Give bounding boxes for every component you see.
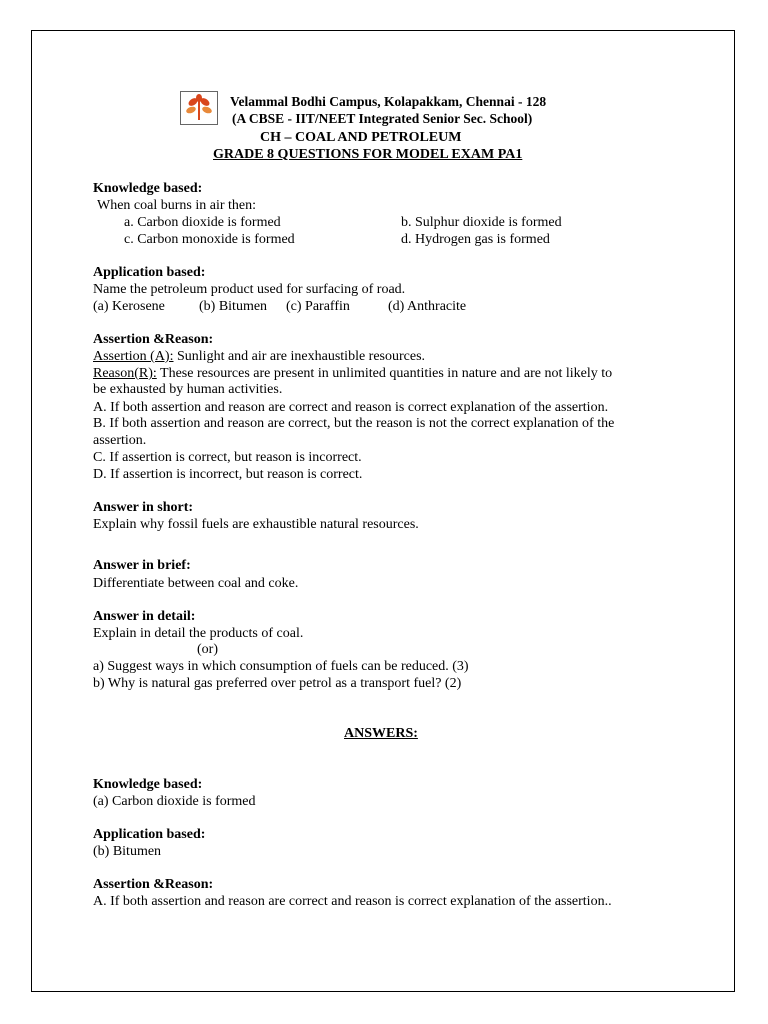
assertion-option-a: A. If both assertion and reason are correct and reason is correct explanation of the assertion. [93, 400, 609, 415]
application-option-b: (b) Bitumen [199, 299, 268, 314]
assertion-option-b: B. If both assertion and reason are correct, but the reason is not the correct explanation of the [93, 416, 615, 431]
answer-knowledge-text: (a) Carbon dioxide is formed [93, 794, 256, 809]
knowledge-option-b: b. Sulphur dioxide is formed [401, 215, 562, 230]
brief-question: Differentiate between coal and coke. [93, 576, 299, 591]
assertion-option-b-continued: assertion. [93, 433, 147, 448]
exam-title: GRADE 8 QUESTIONS FOR MODEL EXAM PA1 [213, 147, 523, 162]
knowledge-option-c: c. Carbon monoxide is formed [124, 232, 295, 247]
application-heading: Application based: [93, 265, 206, 280]
assertion-heading: Assertion &Reason: [93, 332, 214, 347]
assertion-option-c: C. If assertion is correct, but reason is incorrect. [93, 450, 362, 465]
assertion-option-d: D. If assertion is incorrect, but reason is correct. [93, 467, 363, 482]
assertion-line [93, 348, 425, 365]
assertion-label: Assertion (A): [93, 349, 174, 364]
reason-text: These resources are present in unlimited quantities in nature and are not likely to [156, 366, 613, 381]
short-question: Explain why fossil fuels are exhaustible natural resources. [93, 517, 419, 532]
knowledge-option-d: d. Hydrogen gas is formed [401, 232, 550, 247]
knowledge-question: When coal burns in air then: [97, 198, 257, 213]
school-affiliation: (A CBSE - IIT/NEET Integrated Senior Sec. School) [232, 111, 533, 126]
application-option-c: (c) Paraffin [286, 299, 350, 314]
reason-line [93, 365, 612, 382]
school-logo [180, 91, 218, 125]
detail-or: (or) [197, 642, 218, 657]
answers-title: ANSWERS: [344, 726, 418, 741]
answer-application-heading: Application based: [93, 827, 206, 842]
answer-application-text: (b) Bitumen [93, 844, 162, 859]
detail-heading: Answer in detail: [93, 609, 196, 624]
reason-label: Reason(R): [93, 366, 157, 381]
brief-heading: Answer in brief: [93, 558, 191, 573]
detail-part-b: b) Why is natural gas preferred over petrol as a transport fuel? (2) [93, 676, 462, 691]
knowledge-option-a: a. Carbon dioxide is formed [124, 215, 281, 230]
application-question: Name the petroleum product used for surfacing of road. [93, 282, 406, 297]
assertion-text: Sunlight and air are inexhaustible resources. [173, 349, 426, 364]
application-option-d: (d) Anthracite [388, 299, 467, 314]
answer-assertion-heading: Assertion &Reason: [93, 877, 214, 892]
knowledge-heading: Knowledge based: [93, 181, 203, 196]
application-option-a: (a) Kerosene [93, 299, 165, 314]
chapter-title: CH – COAL AND PETROLEUM [260, 130, 462, 145]
school-name: Velammal Bodhi Campus, Kolapakkam, Chennai - 128 [230, 94, 547, 109]
detail-question: Explain in detail the products of coal. [93, 626, 304, 641]
answer-assertion-text: A. If both assertion and reason are correct and reason is correct explanation of the assertion.. [93, 894, 612, 909]
short-heading: Answer in short: [93, 500, 194, 515]
answer-knowledge-heading: Knowledge based: [93, 777, 203, 792]
reason-text-continued: be exhausted by human activities. [93, 382, 283, 397]
detail-part-a: a) Suggest ways in which consumption of fuels can be reduced. (3) [93, 659, 469, 674]
